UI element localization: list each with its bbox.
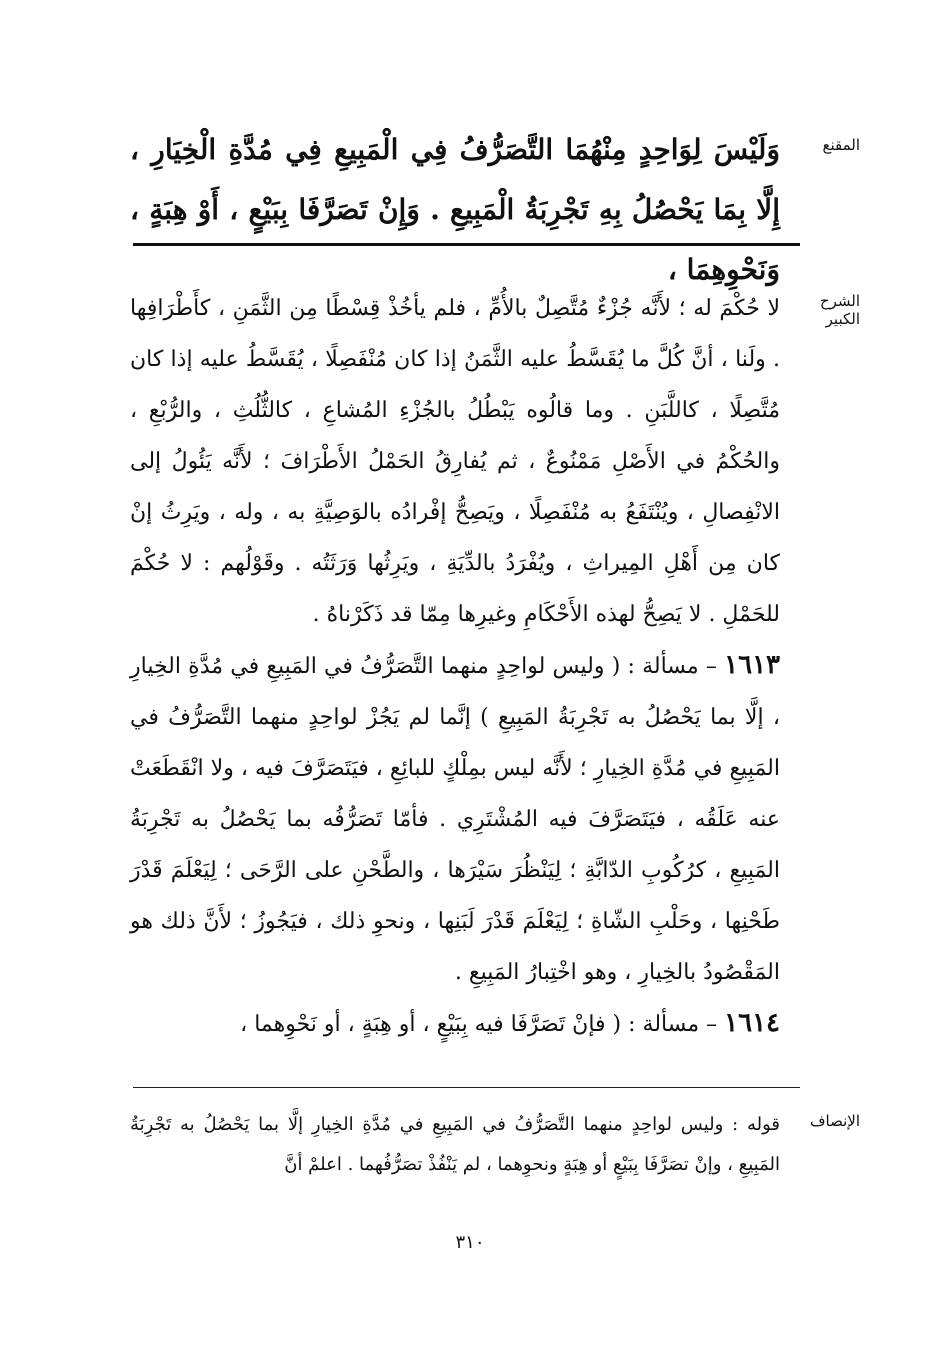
page-number: ٣١٠ xyxy=(455,1232,485,1253)
masala-text: – مسألة : ( فإنْ تَصَرَّفَا فيه بِبَيْعٍ ، أو هِبَةٍ ، أو نَحْوِهما ، xyxy=(240,1012,718,1037)
masala-number: ١٦١٤ xyxy=(724,1008,780,1038)
sharh-paragraph-1: لا حُكْمَ له ؛ لأَنَّه جُزْءٌ مُتَّصِلٌ بالأُمِّ ، فلم يأخُذْ قِسْطًا مِن الثَّمَنِ ، كأَطْرَافِها . ولَنا ، أنَّ كُلَّ ما يُقَسَّطُ عليه الثَّمَنُ إذا كان مُنْفَصِلًا ، يُقَسَّطُ عليه إذا كان مُتَّصِلًا ، كاللَّبَنِ . وما قالُوه يَبْطُلُ بالجُزْءِ المُشاعِ ، كالثُّلُثِ ، والرُّبْعِ ، والحُكْمُ في الأَصْلِ مَمْنُوعٌ ، ثم يُفارِقُ الحَمْلُ الأَطْرَافَ ؛ لأَنَّه يَئُولُ إلى الانْفِصالِ ، ويُنْتَفَعُ به مُنْفَصِلًا ، ويَصِحُّ إفْرادُه بالوَصِيَّةِ به ، وله ، ويَرِثُ إنْ كان مِن أَهْلِ المِيراثِ ، ويُفْرَدُ بالدِّيَةِ ، ويَرِثُها وَرَثَتُه . وقَوْلُهم : لا حُكْمَ للحَمْلِ . لا يَصِحُّ لهذه الأَحْكَامِ وغيرِها مِمّا قد ذَكَرْناهُ . xyxy=(130,296,780,627)
masala-number: ١٦١٣ xyxy=(724,650,780,680)
section-label-insaf: الإنصاف xyxy=(809,1112,860,1130)
masala-text: – مسألة : ( وليس لواحِدٍ منهما التَّصَرُّفُ في المَبِيعِ في مُدَّةِ الخِيارِ ، إلَّا بما يَحْصُلُ به تَجْرِبَةُ المَبِيعِ ) إنَّما لم يَجُزْ لواحِدٍ منهما التَّصَرُّفُ في المَبِيعِ في مُدَّةِ الخِيارِ ؛ لأَنَّه ليس بمِلْكٍ للبائِعِ ، فيَتَصَرَّفَ فيه ، ولا انْقَطَعَتْ عنه عَلَقُه ، فيَتَصَرَّفَ فيه المُشْتَرِي . فأمّا تَصَرُّفُه بما يَحْصُلُ به تَجْرِبَةُ المَبِيعِ ، كرُكُوبِ الدّابَّةِ ؛ لِيَنْظُرَ سَيْرَها ، والطَّحْنِ على الرَّحَى ؛ لِيَعْلَمَ قَدْرَ طَحْنِها ، وحَلْبِ الشّاةِ ؛ لِيَعْلَمَ قَدْرَ لَبَنِها ، ونحوِ ذلك ، فيَجُوزُ ؛ لأَنَّ ذلك هو المَقْصُودُ بالخِيارِ ، وهو اخْتِبارُ المَبِيعِ . xyxy=(130,654,780,985)
insaf-text: قوله : وليس لواحِدٍ منهما التَّصَرُّفُ في المَبِيعِ في مُدَّةِ الخِيارِ إلَّا بما يَحْصُلُ به تَجْرِبَةُ المَبِيعِ ، وإنْ تصَرَّفَا بِبَيْعٍ أو هِبَةٍ ونحوِهما ، لم يَنْفُذْ تصَرُّفُهما . اعلمْ أنَّ xyxy=(130,1114,780,1175)
masala-1614 xyxy=(130,998,780,1050)
section-label-sharh: الشرح الكبير xyxy=(819,292,860,328)
muqni-text: وَلَيْسَ لِوَاحِدٍ مِنْهُمَا التَّصَرُّفُ فِي الْمَبِيعِ فِي مُدَّةِ الْخِيَارِ ، إِلَّا بِمَا يَحْصُلُ بِهِ تَجْرِبَةُ الْمَبِيعِ . وَإِنْ تَصَرَّفَا بِبَيْعٍ ، أَوْ هِبَةٍ ، وَنَحْوِهِمَا ، xyxy=(130,133,780,286)
sharh-text-block xyxy=(130,283,780,1050)
section-label-muqni: المقنع xyxy=(822,136,860,154)
section-divider-thick xyxy=(133,243,800,246)
masala-1613 xyxy=(130,640,780,998)
section-divider-thin xyxy=(133,1087,800,1088)
